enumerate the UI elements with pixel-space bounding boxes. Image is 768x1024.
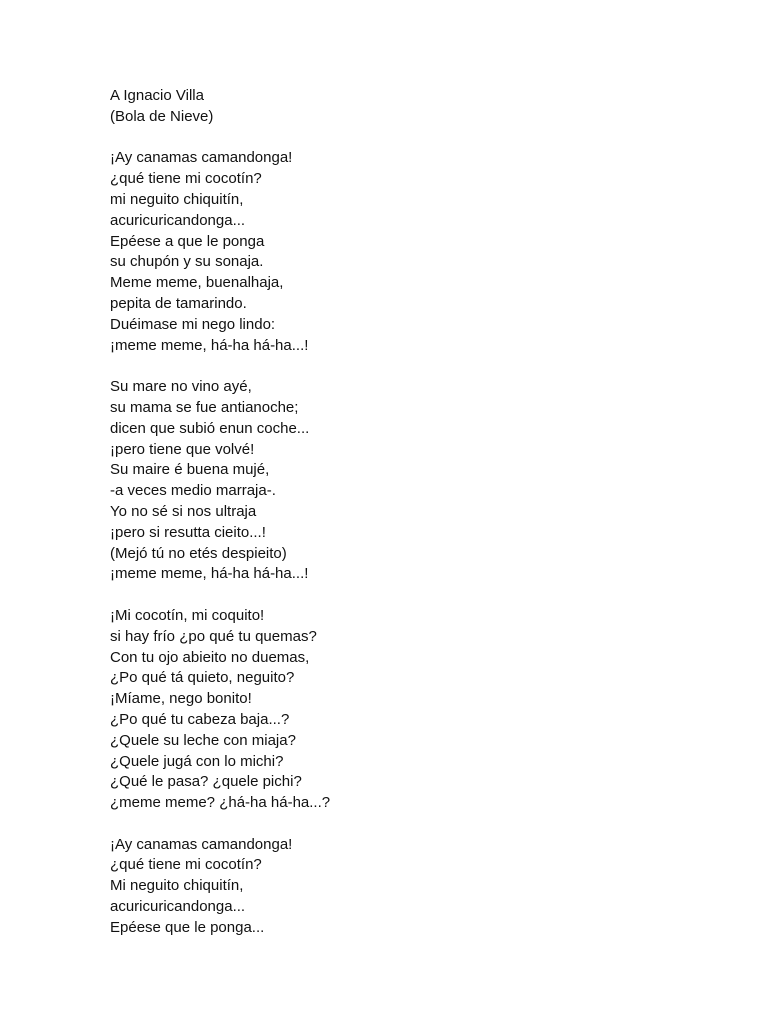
verse-line: Meme meme, buenalhaja, bbox=[110, 274, 284, 292]
verse-line: Su mare no vino ayé, bbox=[110, 378, 252, 396]
verse-line: ¿Po qué tá quieto, neguito? bbox=[110, 669, 295, 687]
verse-line: pepita de tamarindo. bbox=[110, 294, 247, 312]
verse-line: (Mejó tú no etés despieito) bbox=[110, 544, 287, 562]
verse-line: -a veces medio marraja-. bbox=[110, 482, 276, 500]
dedication-line: (Bola de Nieve) bbox=[110, 107, 214, 125]
verse-line: Su maire é buena mujé, bbox=[110, 461, 270, 479]
verse-line: ¡pero si resutta cieito...! bbox=[110, 523, 266, 541]
verse-line: si hay frío ¿po qué tu quemas? bbox=[110, 627, 317, 645]
verse-line: acuricuricandonga... bbox=[110, 211, 246, 229]
verse-line: dicen que subió enun coche... bbox=[110, 419, 310, 437]
stanza-4 bbox=[110, 835, 710, 939]
verse-line: ¿Quele su leche con miaja? bbox=[110, 731, 296, 749]
dedication bbox=[110, 86, 710, 128]
verse-line: su mama se fue antianoche; bbox=[110, 398, 299, 416]
verse-line: ¡meme meme, há-ha há-ha...! bbox=[110, 336, 309, 354]
verse-line: ¿Po qué tu cabeza baja...? bbox=[110, 710, 290, 728]
verse-line: Con tu ojo abieito no duemas, bbox=[110, 648, 310, 666]
verse-line: Epéese a que le ponga bbox=[110, 232, 265, 250]
stanza-1 bbox=[110, 148, 710, 356]
verse-line: ¿qué tiene mi cocotín? bbox=[110, 856, 262, 874]
verse-line: Duéimase mi nego lindo: bbox=[110, 315, 276, 333]
dedication-line: A Ignacio Villa bbox=[110, 87, 204, 104]
verse-line: ¡pero tiene que volvé! bbox=[110, 440, 255, 458]
verse-line: mi neguito chiquitín, bbox=[110, 190, 244, 208]
stanza-3 bbox=[110, 606, 710, 814]
verse-line: su chupón y su sonaja. bbox=[110, 253, 264, 271]
verse-line: ¡Míame, nego bonito! bbox=[110, 690, 252, 708]
verse-line: Mi neguito chiquitín, bbox=[110, 877, 244, 895]
verse-line: ¿qué tiene mi cocotín? bbox=[110, 170, 262, 188]
verse-line: ¿Qué le pasa? ¿quele pichi? bbox=[110, 773, 302, 791]
verse-line: ¿meme meme? ¿há-ha há-ha...? bbox=[110, 794, 331, 812]
verse-line: ¡Ay canamas camandonga! bbox=[110, 835, 293, 853]
verse-line: ¡Ay canamas camandonga! bbox=[110, 149, 293, 167]
verse-line: ¡meme meme, há-ha há-ha...! bbox=[110, 565, 309, 583]
verse-line: acuricuricandonga... bbox=[110, 898, 246, 916]
verse-line: Yo no sé si nos ultraja bbox=[110, 502, 257, 520]
verse-line: ¡Mi cocotín, mi coquito! bbox=[110, 606, 265, 624]
verse-line: ¿Quele jugá con lo michi? bbox=[110, 752, 284, 770]
poem-text bbox=[110, 86, 710, 959]
stanza-2 bbox=[110, 377, 710, 585]
verse-line: Epéese que le ponga... bbox=[110, 918, 265, 936]
